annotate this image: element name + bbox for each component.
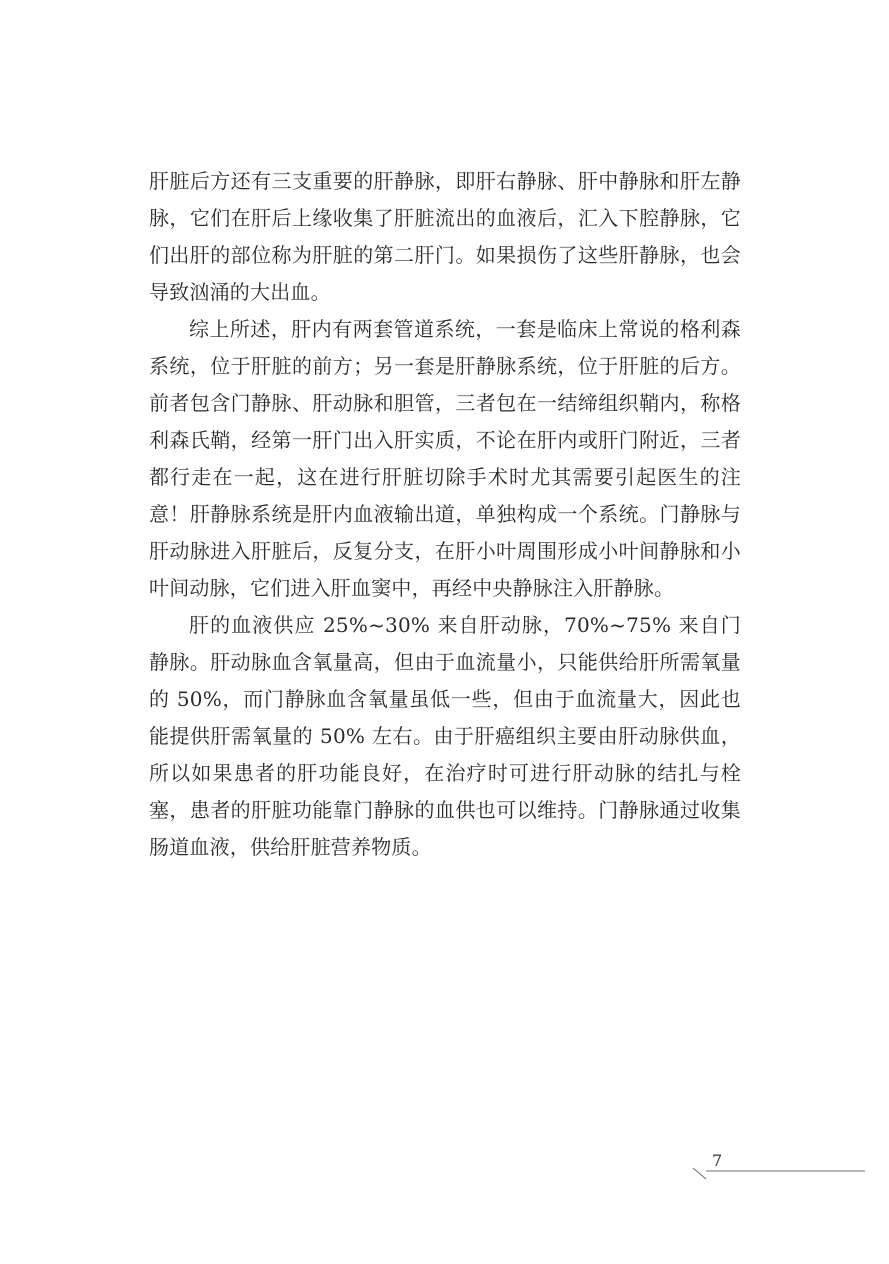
page-number: 7 [712, 1151, 723, 1170]
page-footer [690, 1150, 870, 1190]
page-body [149, 163, 741, 866]
paragraph-blood-supply: 肝的血液供应 25%~30% 来自肝动脉，70%~75% 来自门静脉。肝动脉血含氧量高，但由于血流量小，只能供给肝所需氧量的 50%，而门静脉血含氧量虽低一些，但由于血流量大，因此也能提供肝需氧量的 50% 左右。由于肝癌组织主要由肝动脉供血，所以如果患者的肝功能良好，在治疗时可进行肝动脉的结扎与栓塞，患者的肝脏功能靠门静脉的血供也可以维持。门静脉通过收集肠道血液，供给肝脏营养物质。 [149, 613, 741, 859]
paragraph-hepatic-veins: 肝脏后方还有三支重要的肝静脉，即肝右静脉、肝中静脉和肝左静脉，它们在肝后上缘收集了肝脏流出的血液后，汇入下腔静脉，它们出肝的部位称为肝脏的第二肝门。如果损伤了这些肝静脉，也会导致汹涌的大出血。 [149, 169, 741, 304]
paragraph-duct-systems: 综上所述，肝内有两套管道系统，一套是临床上常说的格利森系统，位于肝脏的前方；另一套是肝静脉系统，位于肝脏的后方。前者包含门静脉、肝动脉和胆管，三者包在一结缔组织鞘内，称格利森氏鞘，经第一肝门出入肝实质，不论在肝内或肝门附近，三者都行走在一起，这在进行肝脏切除手术时尤其需要引起医生的注意！肝静脉系统是肝内血液输出道，单独构成一个系统。门静脉与肝动脉进入肝脏后，反复分支，在肝小叶周围形成小叶间静脉和小叶间动脉，它们进入肝血窦中，再经中央静脉注入肝静脉。 [149, 317, 741, 600]
